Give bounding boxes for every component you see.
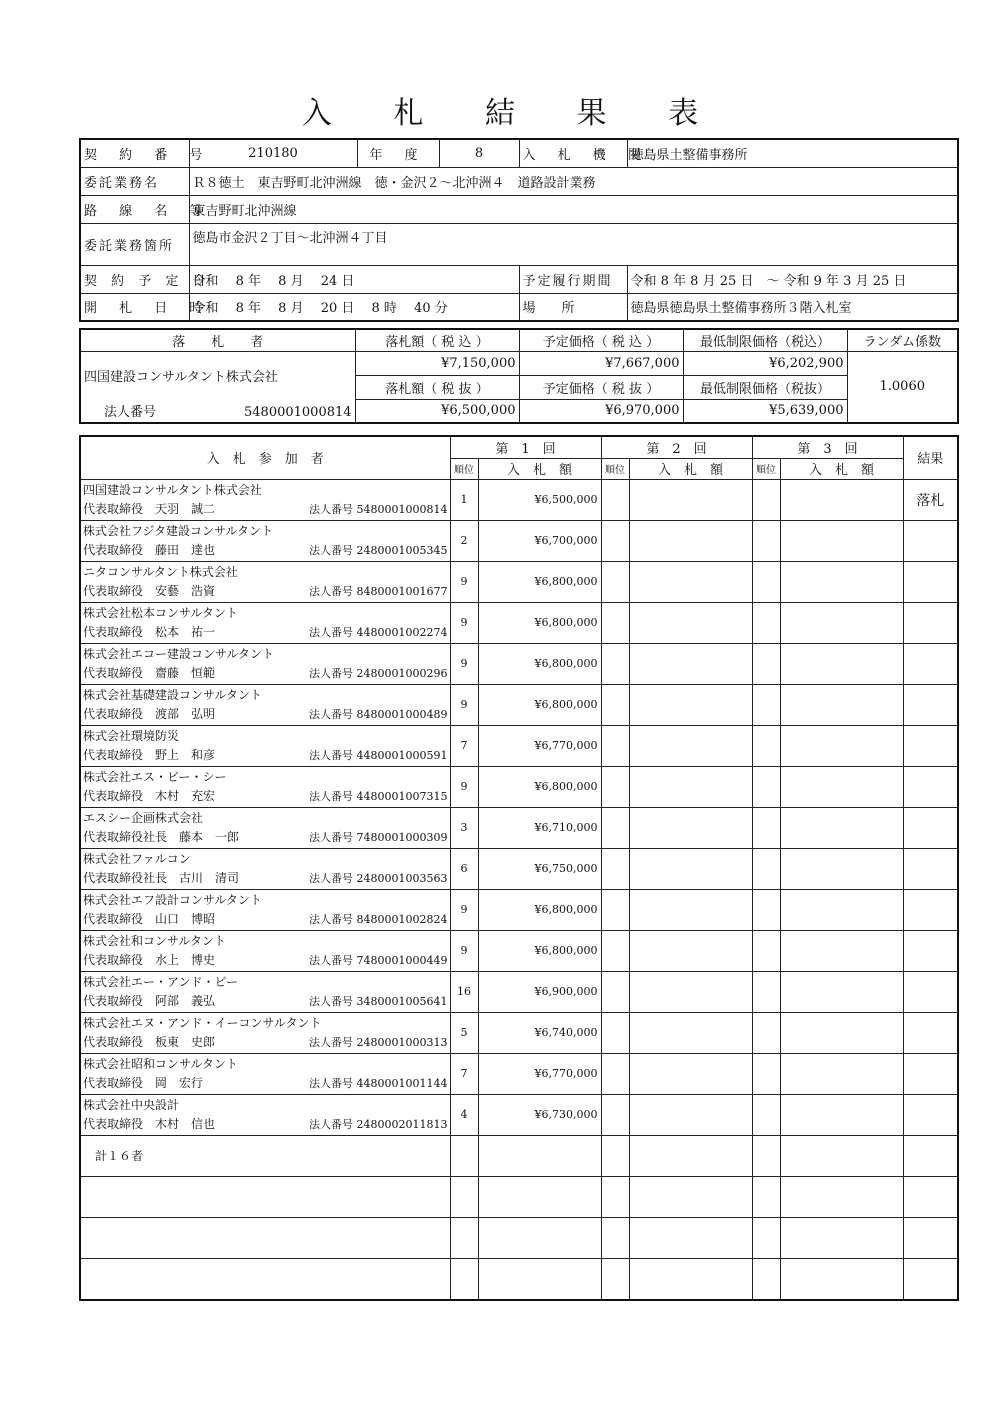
representative: 代表取締役 野上 和彦 [83,747,216,762]
corp-number: 法人番号 8480001002824 [309,912,448,926]
empty-cell [752,643,780,684]
table-row [80,889,958,930]
table-row [80,725,958,766]
winner-label: 落 札 者 [80,329,355,351]
empty-cell [450,1217,478,1258]
participant-cell [80,807,450,848]
representative: 代表取締役 藤田 達也 [83,542,216,557]
result-cell [903,1094,958,1135]
empty-cell [601,766,629,807]
table-row [80,1135,958,1176]
work-name: Ｒ８徳土 東吉野町北沖洲線 徳・金沢２～北沖洲４ 道路設計業務 [189,167,958,195]
corp-label: 法人番号 [104,405,157,420]
participant-cell [80,479,450,520]
table-row [80,684,958,725]
representative: 代表取締役社長 藤本 一郎 [83,829,240,844]
rank-cell: 9 [450,766,478,807]
empty-cell [752,725,780,766]
corp-number: 法人番号 2480002011813 [309,1117,448,1131]
empty-cell [629,1053,752,1094]
representative-line [83,1033,448,1052]
empty-cell [601,971,629,1012]
location: 徳島市金沢２丁目～北沖洲４丁目 [189,223,958,265]
corp-number: 法人番号 2480001000313 [309,1035,448,1049]
empty-cell [780,1012,903,1053]
period: 令和 8 年 8 月 25 日 ～ 令和 9 年 3 月 25 日 [627,265,958,293]
round1-header: 第 1 回 [450,436,601,458]
amount-cell: ¥6,500,000 [478,479,601,520]
empty-cell [601,1094,629,1135]
empty-cell [780,971,903,1012]
location-label: 委託業務箇所 [80,223,189,265]
result-cell: 落札 [903,479,958,520]
empty-cell [903,1258,958,1300]
rank-cell: 9 [450,684,478,725]
representative: 代表取締役 安藝 浩資 [83,583,216,598]
empty-cell [780,684,903,725]
year-label: 年 度 [357,139,439,167]
empty-cell [629,889,752,930]
empty-cell [629,602,752,643]
empty-cell [780,848,903,889]
empty-cell [780,1258,903,1300]
company-name: 株式会社エー・アンド・ビー [83,974,239,989]
empty-cell [752,561,780,602]
amount-cell: ¥6,800,000 [478,602,601,643]
company-name: 株式会社フジタ建設コンサルタント [83,523,273,538]
plan-inc-label: 予定価格（ 税 込 ） [519,329,683,351]
amount-cell: ¥6,700,000 [478,520,601,561]
representative-line [83,910,448,929]
company-name: 株式会社環境防災 [83,728,180,743]
participant-cell [80,1094,450,1135]
rank-cell: 3 [450,807,478,848]
bid-inc: ¥7,150,000 [355,351,519,375]
empty-cell [629,684,752,725]
rank-cell: 4 [450,1094,478,1135]
company-name: 株式会社和コンサルタント [83,933,226,948]
amount-cell: ¥6,770,000 [478,725,601,766]
representative: 代表取締役 松本 祐一 [83,624,216,639]
round3-header: 第 3 回 [752,436,903,458]
representative: 代表取締役 山口 博昭 [83,911,216,926]
empty-cell [601,1176,629,1217]
total-cell: 計１６者 [80,1135,450,1176]
participant-cell [80,643,450,684]
place-label: 場 所 [519,293,627,321]
empty-cell [752,1012,780,1053]
amount-cell: ¥6,750,000 [478,848,601,889]
representative: 代表取締役 木村 充宏 [83,788,216,803]
corp-number: 法人番号 3480001005641 [309,994,448,1008]
empty-cell [752,807,780,848]
empty-cell [629,848,752,889]
result-cell [903,602,958,643]
representative: 代表取締役 渡部 弘明 [83,706,216,721]
schedule-date-label: 契 約 予 定 日 [80,265,189,293]
empty-cell [780,520,903,561]
representative: 代表取締役 木村 信也 [83,1116,216,1131]
empty-cell [780,766,903,807]
company-name: 株式会社エコー建設コンサルタント [83,646,274,661]
empty-cell [450,1258,478,1300]
empty-cell [478,1135,601,1176]
representative: 代表取締役 水上 博史 [83,952,216,967]
empty-cell [752,848,780,889]
empty-cell [80,1217,450,1258]
table-row [80,1012,958,1053]
rank-cell: 5 [450,1012,478,1053]
corp-no: 5480001000814 [244,405,352,420]
table-row [80,807,958,848]
bid-exc: ¥6,500,000 [355,399,519,423]
empty-cell [629,1217,752,1258]
company-name: 株式会社基礎建設コンサルタント [83,687,262,702]
empty-cell [903,1217,958,1258]
participant-cell [80,848,450,889]
rank-cell: 7 [450,1053,478,1094]
empty-cell [629,807,752,848]
rank-cell: 9 [450,561,478,602]
result-cell [903,1012,958,1053]
result-cell [903,725,958,766]
empty-cell [752,520,780,561]
result-cell [903,520,958,561]
empty-cell [601,602,629,643]
empty-cell [780,930,903,971]
result-header: 結果 [903,436,958,479]
table-row [80,561,958,602]
random-label: ランダム係数 [847,329,958,351]
empty-cell [629,643,752,684]
participants-header: 入 札 参 加 者 [80,436,450,479]
empty-cell [601,520,629,561]
empty-cell [478,1217,601,1258]
award-summary-table [79,328,959,424]
plan-exc: ¥6,970,000 [519,399,683,423]
corp-number: 法人番号 4480001001144 [309,1076,448,1090]
empty-cell [601,561,629,602]
rank-cell: 7 [450,725,478,766]
winner-corp [80,399,355,423]
company-name: 株式会社中央設計 [83,1097,180,1112]
min-exc-label: 最低制限価格（税抜） [683,375,847,399]
result-cell [903,971,958,1012]
empty-cell [752,1217,780,1258]
empty-cell [629,766,752,807]
representative: 代表取締役 齋藤 恒範 [83,665,216,680]
participant-cell [80,930,450,971]
empty-cell [629,520,752,561]
empty-cell [629,1258,752,1300]
table-row [80,766,958,807]
random-coefficient: 1.0060 [847,351,958,423]
company-name: 株式会社エフ設計コンサルタント [83,892,262,907]
representative-line [83,541,448,560]
empty-cell [601,889,629,930]
empty-cell [629,561,752,602]
participant-cell [80,889,450,930]
representative: 代表取締役社長 古川 清司 [83,870,240,885]
empty-cell [629,1094,752,1135]
corp-number: 法人番号 4480001002274 [309,625,448,639]
company-name: 株式会社松本コンサルタント [83,605,238,620]
empty-cell [780,561,903,602]
representative: 代表取締役 天羽 誠二 [83,501,216,516]
contract-no: 210180 [189,139,357,167]
page-title: 入 札 結 果 表 [301,96,725,131]
empty-cell [780,479,903,520]
empty-cell [752,1094,780,1135]
empty-cell [629,725,752,766]
company-name: 四国建設コンサルタント株式会社 [83,482,262,497]
empty-cell [780,1176,903,1217]
bid-results-table [79,435,959,1301]
empty-cell [780,643,903,684]
table-row [80,1217,958,1258]
agency: 徳島県土整備事務所 [627,139,958,167]
participant-cell [80,684,450,725]
rank-header-2: 順位 [601,458,629,479]
table-row [80,643,958,684]
empty-cell [601,725,629,766]
empty-cell [780,807,903,848]
representative-line [83,869,448,888]
empty-cell [780,602,903,643]
amount-cell: ¥6,900,000 [478,971,601,1012]
empty-cell [478,1176,601,1217]
representative-line [83,582,448,601]
empty-cell [629,479,752,520]
year: 8 [439,139,519,167]
representative-line [83,1074,448,1093]
company-name: 株式会社エヌ・アンド・イーコンサルタント [83,1015,322,1030]
empty-cell [780,725,903,766]
result-cell [903,1053,958,1094]
bid-inc-label: 落札額（ 税 込 ） [355,329,519,351]
amount-cell: ¥6,800,000 [478,930,601,971]
result-cell [903,684,958,725]
amount-header-1: 入 札 額 [478,458,601,479]
empty-cell [752,766,780,807]
corp-number: 法人番号 7480001000449 [309,953,448,967]
result-cell [903,889,958,930]
participant-cell [80,520,450,561]
schedule-date: 令和 8 年 8 月 24 日 [189,265,519,293]
representative-line [83,787,448,806]
empty-cell [752,1053,780,1094]
table-row [80,520,958,561]
table-row [80,602,958,643]
opening-label: 開 札 日 時 [80,293,189,321]
agency-label: 入 札 機 関 [519,139,627,167]
participant-cell [80,1053,450,1094]
rank-cell: 9 [450,889,478,930]
result-cell [903,848,958,889]
empty-cell [450,1176,478,1217]
round2-header: 第 2 回 [601,436,752,458]
corp-number: 法人番号 4480001007315 [309,789,448,803]
participant-cell [80,971,450,1012]
corp-number: 法人番号 4480001000591 [309,748,448,762]
winner-name: 四国建設コンサルタント株式会社 [80,351,355,399]
empty-cell [601,930,629,971]
representative-line [83,500,448,519]
work-name-label: 委託業務名 [80,167,189,195]
rank-cell: 6 [450,848,478,889]
participant-cell [80,561,450,602]
plan-inc: ¥7,667,000 [519,351,683,375]
participant-cell [80,766,450,807]
representative-line [83,992,448,1011]
result-cell [903,766,958,807]
representative: 代表取締役 板東 史郎 [83,1034,216,1049]
rank-cell: 16 [450,971,478,1012]
corp-number: 法人番号 8480001000489 [309,707,448,721]
participant-cell [80,602,450,643]
rank-cell: 9 [450,643,478,684]
representative-line [83,705,448,724]
amount-header-3: 入 札 額 [780,458,903,479]
company-name: 株式会社昭和コンサルタント [83,1056,238,1071]
rank-header-1: 順位 [450,458,478,479]
table-row [80,479,958,520]
corp-number: 法人番号 7480001000309 [309,830,448,844]
empty-cell [601,1258,629,1300]
result-cell [903,643,958,684]
empty-cell [752,971,780,1012]
amount-cell: ¥6,730,000 [478,1094,601,1135]
route-label: 路 線 名 等 [80,195,189,223]
table-row [80,971,958,1012]
amount-cell: ¥6,740,000 [478,1012,601,1053]
empty-cell [752,479,780,520]
amount-cell: ¥6,710,000 [478,807,601,848]
empty-cell [601,807,629,848]
empty-cell [450,1135,478,1176]
empty-cell [780,1217,903,1258]
empty-cell [601,1053,629,1094]
empty-cell [601,643,629,684]
representative-line [83,951,448,970]
empty-cell [478,1258,601,1300]
place: 徳島県徳島県土整備事務所３階入札室 [627,293,958,321]
empty-cell [629,1135,752,1176]
company-name: 株式会社ファルコン [83,851,191,866]
empty-cell [629,1012,752,1053]
period-label: 予定履行期間 [519,265,627,293]
empty-cell [80,1258,450,1300]
amount-header-2: 入 札 額 [629,458,752,479]
amount-cell: ¥6,800,000 [478,643,601,684]
empty-cell [601,684,629,725]
empty-cell [752,930,780,971]
participant-cell [80,1012,450,1053]
table-row [80,1053,958,1094]
bid-exc-label: 落札額（ 税 抜 ） [355,375,519,399]
rank-cell: 9 [450,602,478,643]
corp-number: 法人番号 5480001000814 [309,502,448,516]
min-inc-label: 最低制限価格（税込） [683,329,847,351]
representative-line [83,828,448,847]
amount-cell: ¥6,800,000 [478,561,601,602]
empty-cell [601,848,629,889]
empty-cell [629,1176,752,1217]
representative-line [83,1115,448,1134]
company-name: エスシー企画株式会社 [83,810,204,825]
representative-line [83,746,448,765]
rank-cell: 2 [450,520,478,561]
amount-cell: ¥6,770,000 [478,1053,601,1094]
contract-no-label: 契 約 番 号 [80,139,189,167]
empty-cell [780,1135,903,1176]
opening-datetime: 令和 8 年 8 月 20 日 8 時 40 分 [189,293,519,321]
empty-cell [903,1176,958,1217]
company-name: ニタコンサルタント株式会社 [83,564,238,579]
empty-cell [752,889,780,930]
result-cell [903,561,958,602]
result-cell [903,807,958,848]
representative: 代表取締役 岡 宏行 [83,1075,204,1090]
amount-cell: ¥6,800,000 [478,684,601,725]
empty-cell [780,1053,903,1094]
amount-cell: ¥6,800,000 [478,889,601,930]
participant-cell [80,725,450,766]
table-row [80,1258,958,1300]
empty-cell [601,479,629,520]
representative-line [83,623,448,642]
route: 東吉野町北沖洲線 [189,195,958,223]
empty-cell [752,684,780,725]
empty-cell [903,1135,958,1176]
representative: 代表取締役 阿部 義弘 [83,993,216,1008]
corp-number: 法人番号 2480001005345 [309,543,448,557]
table-row [80,1176,958,1217]
plan-exc-label: 予定価格（ 税 抜 ） [519,375,683,399]
table-row [80,1094,958,1135]
empty-cell [601,1217,629,1258]
rank-cell: 9 [450,930,478,971]
rank-cell: 1 [450,479,478,520]
result-cell [903,930,958,971]
corp-number: 法人番号 2480001000296 [309,666,448,680]
empty-cell [80,1176,450,1217]
empty-cell [780,1094,903,1135]
empty-cell [780,889,903,930]
empty-cell [752,1258,780,1300]
empty-cell [752,602,780,643]
min-inc: ¥6,202,900 [683,351,847,375]
table-row [80,848,958,889]
min-exc: ¥5,639,000 [683,399,847,423]
representative-line [83,664,448,683]
empty-cell [752,1176,780,1217]
corp-number: 法人番号 2480001003563 [309,871,448,885]
corp-number: 法人番号 8480001001677 [309,584,448,598]
empty-cell [601,1012,629,1053]
empty-cell [629,971,752,1012]
empty-cell [601,1135,629,1176]
amount-cell: ¥6,800,000 [478,766,601,807]
company-name: 株式会社エス・ビー・シー [83,769,227,784]
rank-header-3: 順位 [752,458,780,479]
table-row [80,930,958,971]
empty-cell [752,1135,780,1176]
empty-cell [629,930,752,971]
contract-info-table [79,138,959,322]
